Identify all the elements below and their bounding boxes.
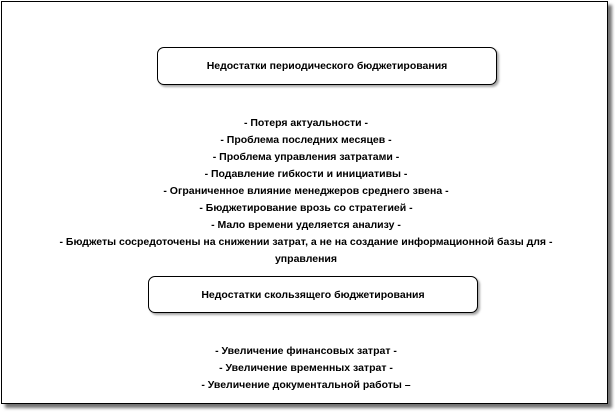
list-item: - Увеличение финансовых затрат - [215, 345, 397, 357]
list-item: - Проблема управления затратами - [212, 151, 400, 163]
list-item: - Бюджеты сосредоточены на снижении затрат, а не на создание информационной базы для - [59, 236, 553, 248]
list-item: - Потеря актуальности - [243, 117, 369, 129]
periodic-budgeting-drawbacks-title: Недостатки периодического бюджетирования [206, 60, 448, 72]
rolling-budgeting-drawbacks-title: Недостатки скользящего бюджетирования [201, 288, 425, 301]
rolling-budgeting-drawbacks-list [6, 343, 606, 394]
list-item: - Ограниченное влияние менеджеров среднего звена - [163, 185, 449, 197]
periodic-budgeting-drawbacks-box [157, 47, 497, 85]
list-item: - Увеличение временных затрат - [219, 362, 393, 374]
list-item: управления [274, 253, 338, 265]
periodic-budgeting-drawbacks-list [6, 115, 606, 268]
list-item: - Увеличение документальной работы – [201, 379, 411, 391]
list-item: - Проблема последних месяцев - [220, 134, 392, 146]
list-item: - Мало времени уделяется анализу - [211, 219, 401, 231]
list-item: - Бюджетирование врозь со стратегией - [199, 202, 413, 214]
rolling-budgeting-drawbacks-box [148, 276, 478, 313]
list-item: - Подавление гибкости и инициативы - [204, 168, 408, 180]
